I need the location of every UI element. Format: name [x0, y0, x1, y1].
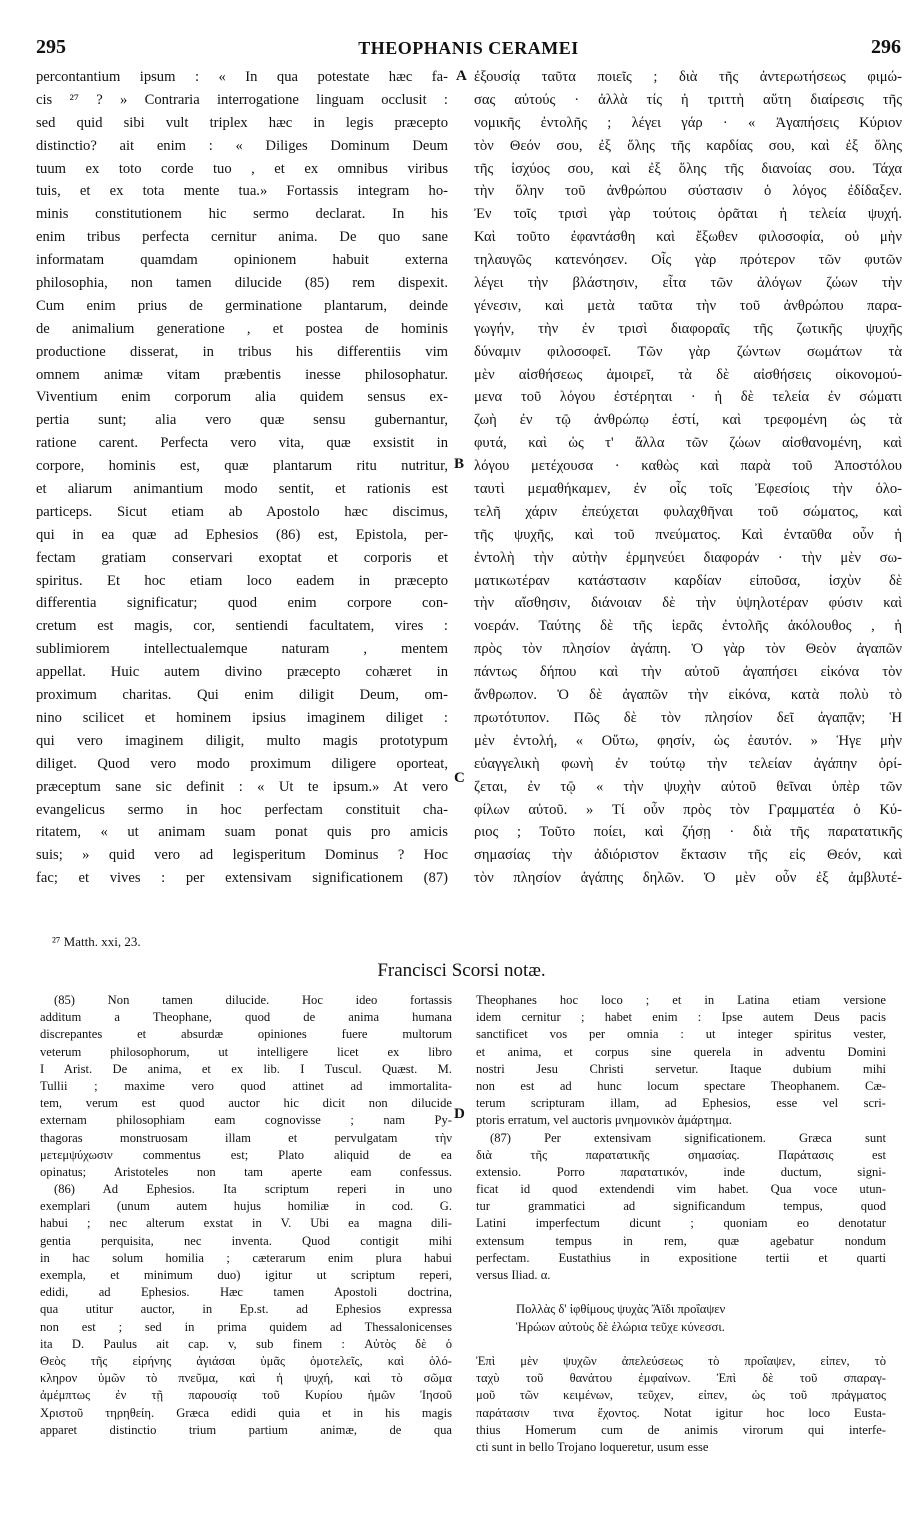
note-text-line: ita D. Paulus ait cap. v, sub finem : Αὐτὸς δὲ ὁ — [40, 1336, 452, 1351]
note-text-line: externam philosophiam eam cognovisse ; nam Py- — [40, 1113, 452, 1128]
note-text-line: in hac solum homilia ; cæterarum enim plura habui — [40, 1250, 452, 1265]
greek-text-line: γωγήν, τὴν ἐν τρισὶ διαφοραῖς τῆς ζωτικῆς ψυχῆς — [474, 320, 902, 337]
note-text-line: terum scripturam illam, ad Ephesios, esse vel scri- — [476, 1096, 886, 1111]
greek-text-line: τὸν πλησίον ἀγάπης δηλῶν. Ὁ μὲν οὖν ἐξ ἀμβλυτέ- — [474, 870, 902, 887]
latin-text-line: cretum est magis, cor, sentiendi facultatem, vires : — [36, 618, 448, 635]
note-text-line: nostri Jesu Christi servetur. Itaque dubium mihi — [476, 1061, 886, 1076]
latin-text-line: enim tribus perfecta cernitur anima. De quo sane — [36, 229, 448, 246]
latin-text-line: qui in ea quæ ad Ephesios (86) est, Epistola, per- — [36, 526, 448, 543]
greek-text-line: λέγει τὴν βλάστησιν, εἶτα τῶν ἀλόγων ζώων τὴν — [474, 275, 902, 292]
greek-text-line: γένεσιν, καὶ μετὰ ταῦτα τὴν τοῦ ἀνθρώπου παρα- — [474, 297, 902, 314]
note-text-line: cti sunt in bello Trojano loqueretur, usum esse — [476, 1439, 709, 1454]
latin-text-line: sed quid sibi vult triplex hæc in legis præcepto — [36, 114, 448, 131]
running-header — [36, 36, 901, 62]
greek-text-line: ζεται, ἐν τῷ « τὴν ψυχὴν αὐτοῦ θεῖναι ὑπὲρ τῶν — [474, 778, 902, 795]
greek-text-line: πρωτότυπον. Πῶς δὲ τὸν πλησίον δεῖ ἀγαπᾷν; Ἡ — [474, 709, 902, 726]
note-text-line: (85) Non tamen dilucide. Hoc ideo fortassis — [54, 993, 452, 1007]
greek-text-line: πρὸς τὸν πλησίον ἀγάπη. Ὁ γὰρ τὸν Θεὸν ἀγαπῶν — [474, 641, 902, 658]
note-text-line: veterum philosophorum, ut intelligere licet ex libro — [40, 1044, 452, 1059]
margin-letter-a: A — [456, 68, 467, 84]
latin-text-line: distinctio? ait enim : « Diliges Dominum Deum — [36, 137, 448, 154]
note-text-line: Πολλὰς δ' ἰφθίμους ψυχὰς Ἄϊδι προΐαψεν — [516, 1302, 726, 1317]
latin-text-line: diliget. Quod vero modo proximum diligere oporteat, — [36, 755, 448, 772]
note-text-line: exempla, et minimum duo) igitur ut scriptum reperi, — [40, 1268, 452, 1282]
note-text-line: qua utitur auctor, in Ep.st. ad Ephesios expressa — [40, 1302, 452, 1317]
note-text-line — [476, 1336, 886, 1353]
note-text-line: παράτασιν τινα ἔχοντος. Notat igitur hoc loco Eusta- — [476, 1405, 886, 1420]
latin-text-line: fectam gratiam conservari exoptat et corporis et — [36, 549, 448, 566]
note-text-line: μοῦ τῶν κειμένων, τεῦχεν, εἰπεν, ὡς τοῦ πράγματος — [476, 1388, 886, 1403]
note-text-line: Tullii ; maxime vero quod attinet ad immortalita- — [40, 1078, 452, 1093]
latin-text-line: de animalium generatione , et postea de hominis — [36, 320, 448, 337]
note-text-line: perfectam. Eustathius in expositione tertii et quarti — [476, 1250, 886, 1265]
note-text-line: ficat id quod extendendi vim habet. Qua voce utun- — [476, 1182, 886, 1197]
note-text-line: sanctificet vos per omnia : ut integer spiritus vester, — [476, 1027, 886, 1042]
greek-text-line: σας αὐτούς · ἀλλὰ τίς ἡ τριττὴ αὕτη διαίρεσις τῆς — [474, 91, 902, 108]
margin-letter-c: C — [454, 770, 465, 786]
note-text-line: ταχὺ τοῦ θανάτου ἐμφαίνων. Ἐπὶ δὲ τοῦ σπαραγ- — [476, 1371, 886, 1386]
note-text-line: additum a Theophane, quod de anima humana — [40, 1010, 452, 1025]
greek-text-line: φυτά, καὶ ὡς τ' ἄλλα τῶν ζώων αἰσθανομένη, καὶ — [474, 435, 902, 452]
latin-text-line: tuis, et ex tota mente tua.» Fortassis integram ho- — [36, 183, 448, 200]
greek-text-line: τὸν Θεόν σου, ἐξ ὅλης τῆς καρδίας σου, καὶ ἐξ ὅλης — [474, 137, 902, 154]
note-text-line: gentia perquisita, nec inventa. Quod contigit mihi — [40, 1233, 452, 1248]
greek-text-line: νοεράν. Ταύτης δὲ τῆς ἱερᾶς ἐντολῆς ἀκόλουθος , ἡ — [474, 618, 902, 635]
greek-text-line: Ἐν τοῖς τρισὶ γὰρ τούτοις ὁρᾶται ἡ τελεία ψυχή. — [474, 206, 902, 223]
latin-text-line: omnem animæ vitam præbentis inesse philosophatur. — [36, 366, 448, 383]
note-text-line: κληρον ὑμῶν τὸ πνεῦμα, καὶ ἡ ψυχή, καὶ τὸ σῶμα — [40, 1371, 452, 1386]
greek-text-line: μενα τοῦ λόγου ἐστέρηται · ἡ δὲ τελεία ἐν σώματι — [474, 389, 902, 406]
note-text-line: ἀμέμπτως ἐν τῇ παρουσίᾳ τοῦ Κυρίου ἡμῶν Ἰησοῦ — [40, 1388, 452, 1403]
greek-text-line: ἄνθρωπον. Ὁ δὲ ἀγαπῶν τὴν εἰκόνα, κατὰ πολὺ τὸ — [474, 687, 902, 704]
margin-letter-d: D — [454, 1106, 465, 1122]
note-text-line: opinatus; Aristoteles non tam aperte eam confessus. — [40, 1164, 452, 1179]
notes-title: Francisci Scorsi notæ. — [377, 960, 546, 981]
latin-text-line: nino scilicet et hominem ipsius imaginem diliget : — [36, 709, 448, 726]
greek-text-line: μὲν ἐντολή, « Οὕτω, φησίν, ὡς ἑαυτόν. » Ἡγε μὴν — [474, 732, 902, 749]
latin-text-line: qui vero imaginem diligit, multo magis prototypum — [36, 732, 448, 749]
latin-text-line: informatam quamdam opinionem habuit externa — [36, 252, 448, 269]
notes-right-column — [476, 992, 886, 1456]
greek-text-line: πάντως δήπου καὶ τὴν αὐτοῦ ἀγαπήσει εἰκόνα τὸν — [474, 664, 902, 681]
latin-text-line: corpore, hominis est, quæ plantarum ritu nutritur, — [36, 458, 448, 475]
note-text-line: extensum tempus in rem, quæ agebatur nondum — [476, 1233, 886, 1248]
latin-text-line: differentia significatur; quod enim corpore con- — [36, 595, 448, 612]
latin-text-line: philosophia, non tamen dilucide (85) rem dispexit. — [36, 275, 448, 292]
latin-text-line: percontantium ipsum : « In qua potestate hæc fa- — [36, 69, 448, 85]
note-text-line: (87) Per extensivam significationem. Græca sunt — [490, 1130, 886, 1145]
latin-text-line: proximum charitas. Qui enim diligit Deum, om- — [36, 687, 448, 704]
greek-text-line: τηλαυγῶς κατενόησεν. Οἷς γὰρ πρότερον τῶν φυτῶν — [474, 252, 902, 269]
note-text-line: tur grammatici ad significandum tempus, quod — [476, 1199, 886, 1214]
note-text-line: et anima, et corpus sine querela in adventu Domini — [476, 1044, 886, 1059]
greek-text-line: ἐντολὴ τὴν αὐτὴν ἑρμηνεύει διαφοράν · τὴν μὲν σω- — [474, 549, 902, 566]
latin-text-line: particeps. Sicut etiam ab Apostolo hæc discimus, — [36, 503, 448, 520]
note-text-line: non est ad hunc locum spectare Theophanem. Cæ- — [476, 1078, 886, 1093]
greek-text-line: σημασίας τὴν ἀδιόριστον ἔκτασιν τῆς εἰς Θεόν, καὶ — [474, 847, 902, 864]
margin-letter-b: B — [454, 456, 465, 472]
note-text-line — [476, 1284, 886, 1301]
page-number-left: 295 — [36, 36, 66, 58]
note-text-line: I Arist. De anima, et ex lib. I Tuscul. Quæst. M. — [40, 1061, 452, 1076]
latin-text-line: ritatem, « ut animam suam ponat quis pro amicis — [36, 824, 448, 841]
note-text-line: habui ; nec alterum exstat in V. Ubi ea magna dili- — [40, 1216, 452, 1231]
latin-text-line: evangelicus sermo in hoc perfectam constituit cha- — [36, 801, 448, 818]
note-text-line: διὰ τῆς παρατατικῆς σημασίας. Παράτασις est — [476, 1147, 886, 1162]
greek-text-line: τελῆ χάριν ἐπεύχεται φυλαχθῆναι τοῦ σώματος, καὶ — [474, 503, 902, 520]
note-text-line: exemplari (unum autem hujus homiliæ in cod. G. — [40, 1199, 452, 1214]
note-text-line: Ἐπὶ μὲν ψυχῶν ἀπελεύσεως τὸ προΐαψεν, εἰπεν, τὸ — [476, 1353, 886, 1368]
footnote: ²⁷ Matth. xxi, 23. — [52, 934, 141, 949]
latin-text-column — [36, 66, 448, 890]
greek-text-line: τῆς ἰσχύος σου, καὶ ἐξ ὅλης τῆς διανοίας σου. Τάχα — [474, 160, 902, 177]
latin-text-line: Viventium enim corporum alia quidem sensus ex- — [36, 389, 448, 406]
note-text-line: Latini imperfectum dicunt ; quoniam eo denotatur — [476, 1216, 886, 1231]
greek-text-line: λόγου μετέχουσα · καθὼς καὶ παρὰ τοῦ Ἀποστόλου — [474, 458, 902, 475]
greek-text-line: μὲν αἰσθήσεως ἀμοιρεῖ, τὰ δὲ αἰσθήσεις οἰκονομού- — [474, 366, 902, 383]
greek-text-line: δύναμιν φιλοσοφεῖ. Τῶν γὰρ ζώντων σωμάτων τὰ — [474, 343, 902, 360]
latin-text-line: et aliarum animantium modo sentit, et rationis est — [36, 481, 448, 498]
note-text-line: idem cernitur ; habet enim : Ipse autem Deus pacis — [476, 1010, 886, 1025]
latin-text-line: pertia sunt; alia vero quæ sensu gubernantur, — [36, 412, 448, 429]
greek-text-line: εὐαγγελικὴ φωνὴ ἐν τούτῳ τὴν τελείαν ἀγάπην ὁρί- — [474, 755, 902, 772]
latin-text-line: sublimiorem intellectualemque naturam , mentem — [36, 641, 448, 658]
latin-text-line: ratione carent. Perfecta vero vita, quæ exsistit in — [36, 435, 448, 452]
note-text-line: Θεὸς τῆς εἰρήνης ἁγιάσαι ὑμᾶς ὁμοτελεῖς, καὶ ὁλό- — [40, 1353, 452, 1368]
greek-text-line: ταυτὶ μεμαθήκαμεν, ἐν οἷς τοῖς Ἐφεσίοις τὴν ὁλο- — [474, 481, 902, 498]
note-text-line: ptoris erratum, vel auctoris μνημονικὸν ἁμάρτημα. — [476, 1113, 732, 1128]
latin-text-line: fac; et vives : per extensivam significationem (87) — [36, 870, 448, 887]
greek-text-line: νομικῆς ἐντολῆς ; λέγει γάρ · « Ἀγαπήσεις Κύριον — [474, 114, 902, 131]
note-text-line: thagoras monstruosam illam et pervulgatam τὴν — [40, 1130, 452, 1145]
note-text-line: Ἡρώων αὐτοὺς δὲ ἑλώρια τεῦχε κύνεσσι. — [516, 1319, 725, 1334]
notes-left-column — [40, 992, 452, 1439]
greek-text-line: φίλων αὐτοῦ. » Τί οὖν πρὸς τὸν Γραμματέα ὁ Κύ- — [474, 801, 902, 818]
note-text-line: Theophanes hoc loco ; et in Latina etiam versione — [476, 993, 886, 1007]
greek-text-line: Καὶ τοῦτο ἐφαντάσθη καὶ ἔξωθεν φιλοσοφία, οὐ μὴν — [474, 229, 902, 246]
latin-text-line: appellat. Huic autem divino præcepto cohæret in — [36, 664, 448, 681]
latin-text-line: tuum ex toto corde tuo , et ex omnibus viribus — [36, 160, 448, 177]
greek-text-column — [474, 66, 902, 890]
greek-text-line: ζωὴ ἐν τῷ ἀνθρώπῳ ἐστί, καὶ τρεφομένη ὡς τὰ — [474, 412, 902, 429]
note-text-line: edidi, ad Ephesios. Hæc tamen Apostoli doctrina, — [40, 1285, 452, 1300]
greek-text-line: τῆς ψυχῆς, καὶ τοῦ πνεύματος. Καὶ ἐνταῦθα οὖν ἡ — [474, 526, 902, 543]
note-text-line: (86) Ad Ephesios. Ita scriptum reperi in uno — [54, 1182, 452, 1197]
greek-text-line: ματικωτέραν κατάστασιν καρδίαν εἰποῦσα, ἰσχὺν δὲ — [474, 572, 902, 589]
latin-text-line: minis constitutionem hic sermo declarat. In his — [36, 206, 448, 223]
greek-text-line: ριος ; Τοῦτο ποίει, καὶ ζήσῃ · διὰ τῆς παρατατικῆς — [474, 824, 902, 841]
note-text-line: tem, verum est quod auctor hic dicit non dilucide — [40, 1096, 452, 1111]
note-text-line: non est ; sed in prima quidem ad Thessalonicenses — [40, 1319, 452, 1334]
note-text-line: versus Iliad. α. — [476, 1268, 551, 1282]
latin-text-line: Cum enim prius de germinatione plantarum, deinde — [36, 297, 448, 314]
greek-text-line: τὴν αἴσθησιν, διάνοιαν δὲ τὴν ὑψηλοτέραν φύσιν καὶ — [474, 595, 902, 612]
latin-text-line: præceptum sane sic definit : « Ut te ipsum.» At vero — [36, 778, 448, 795]
latin-text-line: productione disserat, in tribus his differentiis vim — [36, 343, 448, 360]
greek-text-line: ἐξουσίᾳ ταῦτα ποιεῖς ; διὰ τῆς ἀντερωτήσεως φιμώ- — [474, 69, 902, 85]
note-text-line: μετεμψύχωσιν commentus est; Plato aliquid de ea — [40, 1147, 452, 1162]
note-text-line: thius Homerum cum de animis virorum qui interfe- — [476, 1422, 886, 1437]
note-text-line: Χριστοῦ τηρηθείη. Græca edidi quia et in his magis — [40, 1405, 452, 1420]
running-title: THEOPHANIS CERAMEI — [358, 38, 579, 58]
note-text-line: extensio. Porro παρατατικόν, inde ductum, signi- — [476, 1164, 886, 1179]
note-text-line: apparet distinctio trium partium animæ, de qua — [40, 1422, 452, 1437]
note-text-line: discrepantes et absurdæ opiniones fuere multorum — [40, 1027, 452, 1042]
latin-text-line: suis; » quid vero ad legisperitum Dominus ? Hoc — [36, 847, 448, 864]
latin-text-line: spiritus. Et hoc etiam loco eadem in præcepto — [36, 572, 448, 589]
page-number-right: 296 — [871, 36, 901, 58]
greek-text-line: τὴν ὅλην τοῦ ἀνθρώπου σύστασιν ὁ λόγος ἐδίδαξεν. — [474, 183, 902, 200]
latin-text-line: cis ²⁷ ? » Contraria interrogatione linguam occlusit : — [36, 91, 448, 108]
